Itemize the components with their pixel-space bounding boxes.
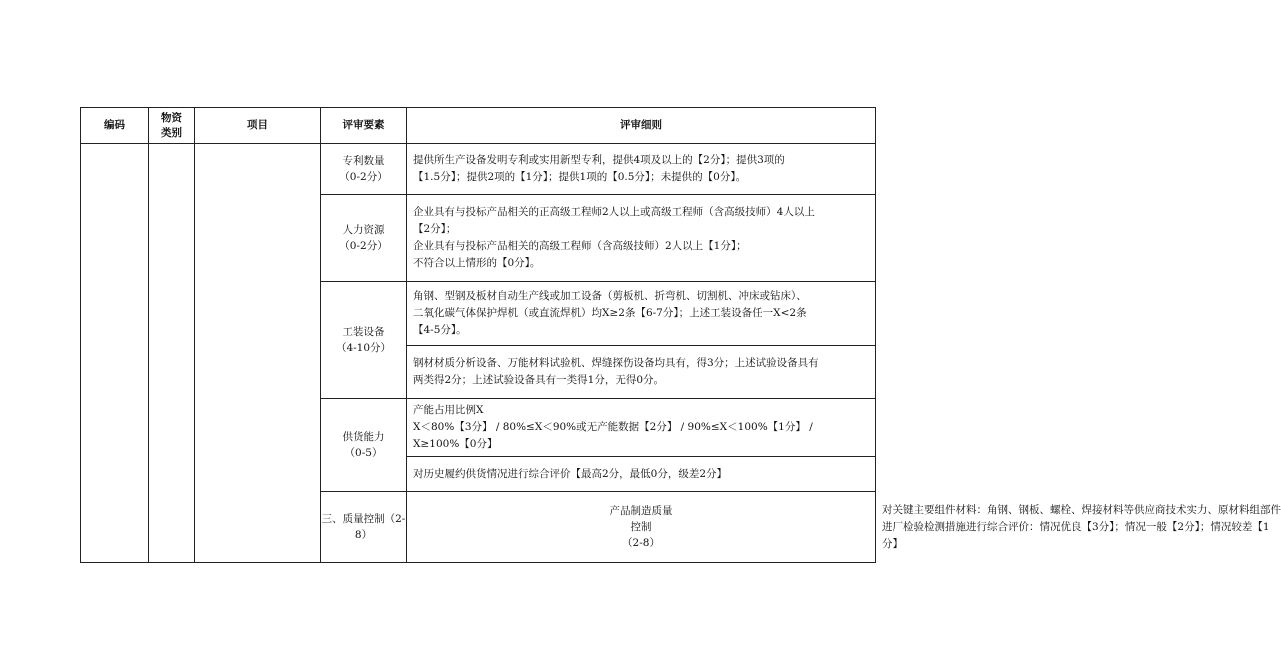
element-patent: 专利数量 （0-2分）: [321, 144, 407, 195]
element-equipment: 工装设备 （4-10分）: [321, 282, 407, 399]
header-category-line2: 类别: [161, 126, 182, 139]
detail-hr: 企业具有与投标产品相关的正高级工程师2人以上或高级工程师（含高级技师）4人以上 【2分】； 企业具有与投标产品相关的高级工程师（含高级技师）2人以上【1分】； 不符合以上情形的【0分】。: [407, 195, 876, 282]
project-cell-empty: [195, 144, 321, 563]
detail-supply-b: 对历史履约供货情况进行综合评价【最高2分，最低0分，级差2分】: [407, 457, 876, 492]
category-cell: [149, 144, 195, 563]
header-project: 项目: [195, 108, 321, 144]
detail-equipment-a: 角钢、型钢及板材自动生产线或加工设备（剪板机、折弯机、切割机、冲床或钻床）、 二氧化碳气体保护焊机（或直流焊机）均X≥2条【6-7分】；上述工装设备任一X<2条 【4-5分】。: [407, 282, 876, 346]
header-category-line1: 物资: [161, 111, 182, 124]
header-category: [149, 108, 195, 144]
element-supply: 供货能力 （0-5）: [321, 399, 407, 492]
header-detail: 评审细则: [407, 108, 876, 144]
project-quality: 三、质量控制（2- 8）: [321, 492, 407, 563]
detail-equipment-b: 钢材材质分析设备、万能材料试验机、焊缝探伤设备均具有，得3分；上述试验设备具有 两类得2分；上述试验设备具有一类得1分，无得0分。: [407, 346, 876, 399]
table-row-quality: 三、质量控制（2- 8） 产品制造质量 控制 （2-8） 对关键主要组件材料：角钢、钢板、螺栓、焊接材料等供应商技术实力、原材料组部件 进厂检验检测措施进行综合评价：情况优良【3分】；情况一般【2分】；情况较差【1 分】: [81, 492, 876, 563]
detail-patent: 提供所生产设备发明专利或实用新型专利，提供4项及以上的【2分】；提供3项的 【1.5分】；提供2项的【1分】；提供1项的【0.5分】；未提供的【0分】。: [407, 144, 876, 195]
code-cell: [81, 144, 149, 563]
evaluation-table: [80, 107, 1281, 563]
header-code: 编码: [81, 108, 149, 144]
detail-supply-a: 产能占用比例X X＜80%【3分】 / 80%≤X＜90%或无产能数据【2分】 / 90%≤X＜100%【1分】 / X≥100%【0分】: [407, 399, 876, 457]
header-element: 评审要素: [321, 108, 407, 144]
table-row-patent: [81, 144, 876, 195]
element-hr: 人力资源 （0-2分）: [321, 195, 407, 282]
header-row: [81, 108, 876, 144]
element-quality: 产品制造质量 控制 （2-8）: [407, 492, 876, 563]
